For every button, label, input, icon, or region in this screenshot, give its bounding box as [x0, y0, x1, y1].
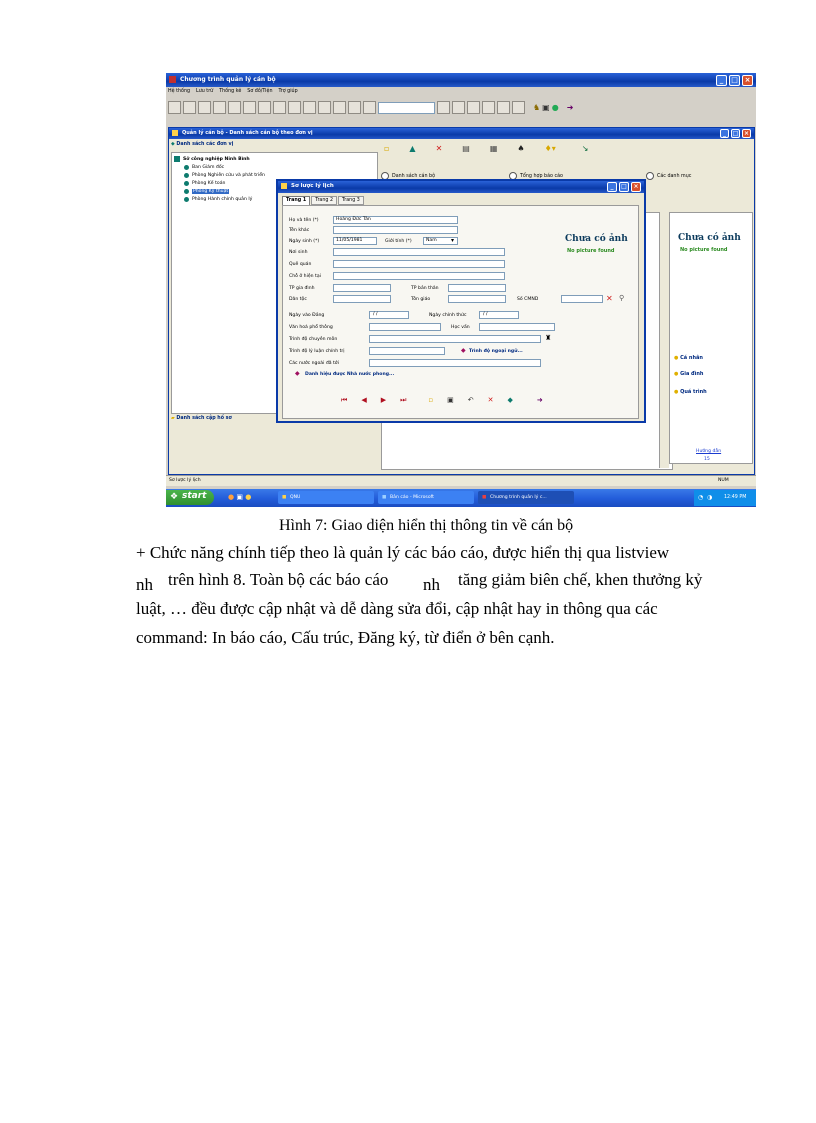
- label-hoc-van: Học vấn: [451, 325, 470, 330]
- tools-icon[interactable]: ♦▾: [544, 144, 556, 153]
- unit-icon: [184, 173, 189, 178]
- system-tray: [694, 490, 756, 506]
- input-chuyen-mon[interactable]: [369, 335, 541, 343]
- menu-bar: [168, 89, 298, 97]
- figure-caption: Hình 7: Giao diện hiển thị thông tin về cán bộ: [279, 517, 574, 534]
- task-label: QNU: [290, 495, 301, 500]
- radio-icon: [646, 172, 654, 180]
- label-que-quan: Quê quán: [289, 262, 312, 267]
- label-ton-giao: Tôn giáo: [411, 297, 431, 302]
- label-ngay-chinh-thuc: Ngày chính thức: [429, 313, 467, 318]
- bullet-icon: ●: [674, 355, 679, 361]
- paragraph-line-2: trên hình 8. Toàn bộ các báo cáo: [168, 570, 389, 589]
- next-record-icon[interactable]: ▶: [380, 396, 387, 404]
- app-title-bar: [166, 73, 756, 87]
- paragraph-line-4: command: In báo cáo, Cấu trúc, Đăng ký, từ điển ở bên cạnh.: [136, 628, 555, 647]
- link-label: Gia đình: [680, 371, 704, 377]
- help-icon[interactable]: ●: [551, 103, 559, 112]
- radio-label: Tổng hợp báo cáo: [520, 173, 563, 179]
- toolbar-button[interactable]: [228, 101, 241, 114]
- photo-placeholder-title: Chưa có ảnh: [678, 233, 741, 243]
- status-num: NUM: [718, 478, 729, 483]
- tree-item-label: Phòng Kế toán: [192, 180, 226, 186]
- profile-panel: [669, 212, 753, 464]
- exit-dialog-icon[interactable]: ➜: [536, 396, 543, 404]
- tree-item[interactable]: [184, 171, 377, 179]
- record-navigation: [341, 396, 543, 405]
- link-danh-hieu[interactable]: Danh hiệu được Nhà nước phong...: [305, 372, 395, 377]
- new-record-icon[interactable]: ▫: [428, 396, 434, 404]
- unit-icon: [184, 181, 189, 186]
- input-ngay-sinh[interactable]: 11/05/1981: [333, 237, 377, 245]
- records-header-label: Danh sách cập hồ sơ: [176, 416, 232, 421]
- clear-icon[interactable]: ✕: [606, 294, 613, 303]
- child-maximize-button[interactable]: □: [732, 130, 739, 137]
- toolbar-button[interactable]: [243, 101, 256, 114]
- delete-record-icon[interactable]: ✕: [487, 396, 494, 404]
- child-toolbar: [384, 144, 588, 153]
- dialog-maximize-button[interactable]: □: [619, 182, 629, 192]
- dialog-photo-title: Chưa có ảnh: [565, 234, 628, 244]
- award-icon: ◆: [295, 370, 300, 377]
- print-icon[interactable]: ▦: [489, 144, 498, 153]
- desktop-icon[interactable]: ▣: [236, 493, 243, 501]
- app-screenshot: [166, 73, 756, 507]
- toolbar-combo[interactable]: [378, 102, 435, 114]
- undo-icon[interactable]: ↶: [467, 396, 474, 404]
- binoculars-icon[interactable]: ♜: [545, 334, 552, 342]
- media-icon[interactable]: ●: [245, 493, 252, 501]
- bullet-icon: ●: [674, 371, 679, 377]
- browser-icon[interactable]: ●: [228, 493, 235, 501]
- task-button[interactable]: [378, 491, 474, 504]
- delete-icon[interactable]: ✕: [435, 144, 443, 153]
- refresh-icon[interactable]: ◆: [507, 396, 513, 404]
- link-ngoai-ngu[interactable]: Trình độ ngoại ngữ...: [469, 349, 523, 354]
- app-title: Chương trình quản lý cán bộ: [180, 76, 276, 83]
- dialog-title-bar: [278, 181, 644, 193]
- paragraph-line-3: luật, … đều được cập nhật và dễ dàng sửa đổi, cập nhật hay in thông qua các: [136, 599, 658, 618]
- label-so-cmnd: Số CMND: [517, 297, 539, 302]
- menu-item-thong-ke[interactable]: Thống kê: [219, 89, 242, 94]
- tab-body: [282, 205, 639, 419]
- label-gioi-tinh: Giới tính (*): [385, 239, 412, 244]
- units-header: [171, 142, 233, 147]
- link-label: Cá nhân: [680, 355, 703, 361]
- save-icon[interactable]: ▣: [542, 103, 550, 112]
- link-qua-trinh[interactable]: [674, 389, 707, 395]
- child-window-title: Quản lý cán bộ - Danh sách cán bộ theo đơn vị: [182, 130, 313, 136]
- unit-icon: [184, 165, 189, 170]
- radio-label: Các danh mục: [657, 173, 692, 179]
- child-close-button[interactable]: ×: [743, 130, 750, 137]
- search-icon[interactable]: ⚲: [619, 294, 625, 302]
- label-dan-toc: Dân tộc: [289, 297, 307, 302]
- folder-icon: ■: [282, 495, 287, 500]
- units-header-label: Danh sách các đơn vị: [176, 142, 234, 147]
- first-record-icon[interactable]: ⏮: [341, 396, 348, 404]
- menu-item-tro-giup[interactable]: Trợ giúp: [278, 89, 298, 94]
- label-ten-khac: Tên khác: [289, 228, 310, 233]
- select-gioi-tinh[interactable]: Nam: [423, 237, 458, 245]
- units-icon: ◆: [171, 142, 175, 147]
- input-ngay-vao-dang[interactable]: / /: [369, 311, 409, 319]
- close-button[interactable]: ×: [742, 75, 753, 86]
- input-ten-khac[interactable]: [333, 226, 458, 234]
- label-ho-ten: Họ và tên (*): [289, 218, 319, 223]
- label-cho-o: Chỗ ở hiện tại: [289, 274, 321, 279]
- task-label: Chương trình quản lý c...: [490, 495, 547, 500]
- toolbar-button[interactable]: [348, 101, 361, 114]
- child-minimize-button[interactable]: _: [720, 129, 729, 138]
- app-icon: ■: [482, 495, 487, 500]
- child-title-bar: [169, 128, 754, 139]
- task-button[interactable]: [278, 491, 374, 504]
- toolbar-button[interactable]: [497, 101, 510, 114]
- toolbar-button[interactable]: [303, 101, 316, 114]
- label-ly-luan: Trình độ lý luận chính trị: [289, 349, 345, 354]
- tree-item-label: Phòng Hành chính quản lý: [192, 196, 253, 202]
- toolbar-button[interactable]: [452, 101, 465, 114]
- language-icon: ◆: [461, 347, 466, 354]
- dropdown-arrow-icon[interactable]: ▾: [451, 237, 455, 244]
- folder-icon: [174, 156, 180, 162]
- menu-item-so-do[interactable]: Sơ đồ/Tiện: [247, 89, 273, 94]
- input-so-cmnd[interactable]: [561, 295, 603, 303]
- quick-launch: [228, 493, 251, 501]
- tray-icon[interactable]: ◔: [698, 494, 704, 501]
- tree-root[interactable]: [174, 155, 377, 163]
- word-icon: ■: [382, 495, 387, 500]
- input-noi-sinh[interactable]: [333, 248, 505, 256]
- tab-trang-2[interactable]: Trang 2: [311, 196, 337, 205]
- label-tp-ban-than: TP bản thân: [411, 286, 439, 291]
- clock: 12:49 PM: [724, 495, 747, 500]
- start-button[interactable]: [166, 490, 214, 505]
- select-tp-ban-than[interactable]: [448, 284, 506, 292]
- find-icon[interactable]: ♠: [517, 144, 525, 153]
- paragraph-line-1: + Chức năng chính tiếp theo là quản lý các báo cáo, được hiển thị qua listview: [136, 543, 670, 562]
- input-ho-ten[interactable]: Hoàng Đức Tân: [333, 216, 458, 224]
- menu-item-luu-tru[interactable]: Lưu trữ: [196, 89, 214, 94]
- unit-icon: [184, 197, 189, 202]
- toolbar-button[interactable]: [467, 101, 480, 114]
- tree-item-label: Ban Giám đốc: [192, 164, 225, 170]
- toolbar-button[interactable]: [437, 101, 450, 114]
- dialog-close-button[interactable]: ×: [631, 182, 641, 192]
- toolbar-button[interactable]: [333, 101, 346, 114]
- input-nuoc-ngoai[interactable]: [369, 359, 541, 367]
- photo-placeholder-sub: No picture found: [680, 247, 728, 253]
- input-cho-o[interactable]: [333, 272, 505, 280]
- dialog-title: Sơ lược lý lịch: [291, 183, 334, 189]
- record-count: 15: [704, 457, 710, 462]
- paragraph-line-2-tail: tăng giảm biên chế, khen thưởng kỷ: [458, 570, 703, 589]
- link-ca-nhan[interactable]: [674, 355, 703, 361]
- tree-item-label: Phòng Nghiên cứu và phát triển: [192, 172, 265, 178]
- prev-record-icon[interactable]: ◀: [361, 396, 367, 404]
- windows-logo-icon: ❖: [170, 492, 179, 502]
- paragraph-line-2-inline: nh: [423, 575, 440, 594]
- task-button-active[interactable]: [478, 491, 574, 504]
- exit-icon[interactable]: ➜: [566, 103, 574, 112]
- toolbar-button[interactable]: [273, 101, 286, 114]
- radio-label: Danh sách cán bộ: [392, 173, 436, 179]
- label-ngay-vao-dang: Ngày vào Đảng: [289, 313, 325, 318]
- select-tp-gia-dinh[interactable]: [333, 284, 391, 292]
- label-tp-gia-dinh: TP gia đình: [289, 286, 315, 291]
- help-link[interactable]: Hướng dẫn: [696, 449, 722, 454]
- select-dan-toc[interactable]: [333, 295, 391, 303]
- link-label: Quá trình: [680, 389, 707, 395]
- tree-root-label: Sở công nghiệp Ninh Bình: [183, 156, 250, 162]
- maximize-button[interactable]: □: [729, 75, 740, 86]
- toolbar-button[interactable]: [168, 101, 181, 114]
- radio-danh-muc[interactable]: [646, 172, 691, 180]
- input-ngay-chinh-thuc[interactable]: / /: [479, 311, 519, 319]
- new-icon[interactable]: ▫: [384, 144, 390, 153]
- list-scrollbar[interactable]: [659, 212, 669, 468]
- toolbar-button[interactable]: [288, 101, 301, 114]
- toolbar-button[interactable]: [258, 101, 271, 114]
- bullet-icon: ●: [674, 389, 679, 395]
- tab-trang-1[interactable]: Trang 1: [282, 196, 310, 205]
- main-toolbar: [168, 101, 573, 114]
- toolbar-button[interactable]: [512, 101, 525, 114]
- child-window-icon: [172, 130, 178, 136]
- task-label: Bản cáo - Microsoft: [390, 495, 434, 500]
- tree-item-label: Phòng Kỹ thuật: [193, 188, 229, 194]
- folder-icon: ▰: [171, 416, 175, 421]
- tree-item[interactable]: [184, 163, 377, 171]
- label-noi-sinh: Nơi sinh: [289, 250, 308, 255]
- tool-icon[interactable]: ♞: [533, 103, 541, 112]
- label-nuoc-ngoai: Các nước ngoài đã tới: [289, 361, 339, 366]
- toolbar-button[interactable]: [198, 101, 211, 114]
- taskbar: [166, 489, 756, 507]
- dialog-tabs: [282, 196, 364, 205]
- select-van-hoa[interactable]: [369, 323, 441, 331]
- toolbar-button[interactable]: [482, 101, 495, 114]
- toolbar-button[interactable]: [183, 101, 196, 114]
- label-van-hoa: Văn hoá phổ thông: [289, 325, 333, 330]
- users-icon[interactable]: ▲: [409, 144, 416, 153]
- select-ton-giao[interactable]: [448, 295, 506, 303]
- link-gia-dinh[interactable]: [674, 371, 703, 377]
- select-hoc-van[interactable]: [479, 323, 555, 331]
- dialog-minimize-button[interactable]: _: [607, 182, 617, 192]
- filter-icon[interactable]: ↘: [581, 144, 589, 153]
- label-ngay-sinh: Ngày sinh (*): [289, 239, 320, 244]
- dialog-photo-sub: No picture found: [567, 248, 615, 254]
- toolbar-button[interactable]: [213, 101, 226, 114]
- dialog-icon: [281, 183, 287, 189]
- profile-dialog: [276, 179, 646, 423]
- select-ly-luan[interactable]: [369, 347, 445, 355]
- menu-item-he-thong[interactable]: Hệ thống: [168, 89, 191, 94]
- tab-trang-3[interactable]: Trang 3: [338, 196, 364, 205]
- minimize-button[interactable]: _: [716, 75, 727, 86]
- start-label: start: [182, 491, 207, 501]
- preview-icon[interactable]: ▤: [462, 144, 470, 153]
- save-record-icon[interactable]: ▣: [447, 396, 454, 404]
- status-bar: [166, 475, 756, 486]
- toolbar-button[interactable]: [318, 101, 331, 114]
- input-que-quan[interactable]: [333, 260, 505, 268]
- status-left: Sơ lược lý lịch: [169, 478, 201, 483]
- label-chuyen-mon: Trình độ chuyên môn: [289, 337, 338, 342]
- app-icon: [169, 76, 176, 83]
- tray-icon[interactable]: ◑: [707, 494, 713, 501]
- last-record-icon[interactable]: ⏭: [400, 396, 407, 404]
- paragraph-line-2-prefix: nh: [136, 575, 153, 594]
- unit-icon: [184, 189, 189, 194]
- toolbar-button[interactable]: [363, 101, 376, 114]
